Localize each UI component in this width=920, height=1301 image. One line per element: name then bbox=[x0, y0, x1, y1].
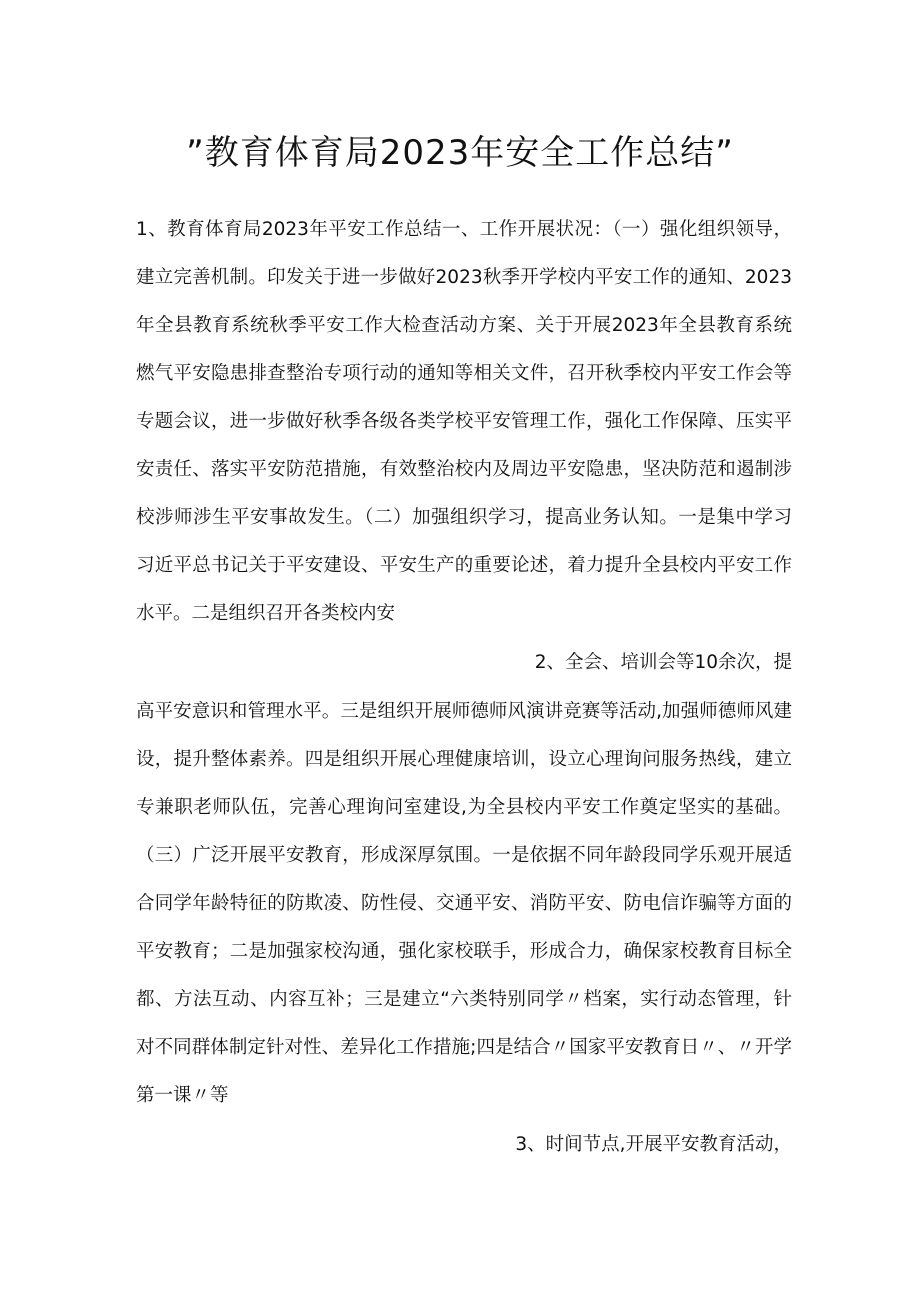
paragraph-line: 对不同群体制定针对性、差异化工作措施;四是结合〃国家平安教育日〃、〃开学 bbox=[136, 1037, 792, 1058]
paragraph-line: 专兼职老师队伍，完善心理询问室建设,为全县校内平安工作奠定坚实的基础。 bbox=[136, 797, 792, 818]
paragraph-line: 年全县教育系统秋季平安工作大检查活动方案、关于开展2023年全县教育系统 bbox=[136, 315, 792, 336]
paragraph-line: 高平安意识和管理水平。三是组织开展师德师风演讲竞赛等活动,加强师德师风建 bbox=[136, 701, 792, 722]
paragraph-line: 建立完善机制。印发关于进一步做好2023秋季开学校内平安工作的通知、2023 bbox=[136, 267, 792, 288]
paragraph-line: 燃气平安隐患排查整治专项行动的通知等相关文件，召开秋季校内平安工作会等 bbox=[136, 363, 792, 384]
paragraph-line: 平安教育；二是加强家校沟通，强化家校联手，形成合力，确保家校教育目标全 bbox=[136, 941, 792, 962]
paragraph-line: 校涉师涉生平安事故发生。（二）加强组织学习，提高业务认知。一是集中学习 bbox=[136, 507, 792, 528]
section-heading-3: 3、时间节点,开展平安教育活动， bbox=[515, 1134, 792, 1155]
paragraph-line: （三）广泛开展平安教育，形成深厚氛围。一是依据不同年龄段同学乐观开展适 bbox=[136, 845, 792, 866]
paragraph-line: 都、方法互动、内容互补；三是建立“六类特别同学〃档案，实行动态管理，针 bbox=[136, 989, 792, 1010]
paragraph-line: 第一课〃等 bbox=[136, 1085, 229, 1106]
paragraph-line: 水平。二是组织召开各类校内安 bbox=[136, 603, 396, 624]
paragraph-line: 设，提升整体素养。四是组织开展心理健康培训，设立心理询问服务热线，建立 bbox=[136, 749, 792, 770]
paragraph-line: 合同学年龄特征的防欺凌、防性侵、交通平安、消防平安、防电信诈骗等方面的 bbox=[136, 893, 792, 914]
section-heading-2: 2、全会、培训会等10余次，提 bbox=[534, 652, 792, 673]
paragraph-line: 专题会议，进一步做好秋季各级各类学校平安管理工作，强化工作保障、压实平 bbox=[136, 411, 792, 432]
document-title: ”教育体育局2023年安全工作总结” bbox=[186, 133, 734, 173]
paragraph-line: 习近平总书记关于平安建设、平安生产的重要论述，着力提升全县校内平安工作 bbox=[136, 555, 792, 576]
paragraph-line: 1、教育体育局2023年平安工作总结一、工作开展状况：（一）强化组织领导， bbox=[136, 219, 792, 240]
paragraph-line: 安责任、落实平安防范措施，有效整治校内及周边平安隐患，坚决防范和遏制涉 bbox=[136, 459, 792, 480]
